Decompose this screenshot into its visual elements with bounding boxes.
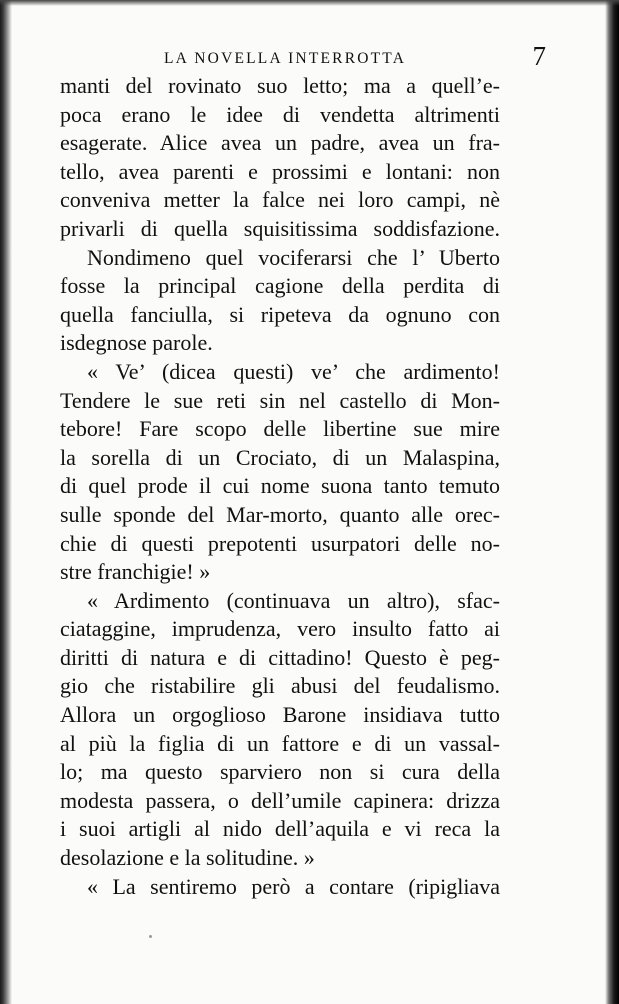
top-page-edge: [0, 0, 619, 6]
paragraph-start-line: « Ve’ (dicea questi) ve’ che ardimento!: [87, 358, 500, 384]
print-speck: [149, 935, 152, 938]
text-line: chie di questi prepotenti usurpatori delle no-: [60, 530, 500, 556]
paragraph-end-line: isdegnose parole.: [60, 330, 213, 356]
text-line: Allora un orgoglioso Barone insidiava tutto: [60, 702, 500, 728]
text-line: fosse la principal cagione della perdita di: [60, 273, 500, 299]
paragraph-end-line: desolazione e la solitudine. »: [60, 845, 315, 871]
text-line: ciataggine, imprudenza, vero insulto fatto ai: [60, 616, 500, 642]
page-number: 7: [532, 41, 546, 71]
text-line: la sorella di un Crociato, di un Malaspina,: [60, 444, 500, 470]
running-title: LA NOVELLA INTERROTTA: [164, 50, 407, 67]
text-line: esagerate. Alice avea un padre, avea un fra-: [60, 130, 500, 156]
left-page-edge: [0, 0, 12, 1004]
text-line: manti del rovinato suo letto; ma a quell’e-: [60, 73, 500, 98]
text-line: lo; ma questo sparviero non si cura della: [60, 759, 500, 785]
text-line: conveniva metter la falce nei loro campi, nè: [60, 187, 500, 213]
text-line: poca erano le idee di vendetta altrimenti: [60, 101, 500, 127]
text-line: diritti di natura e di cittadino! Questo è peg-: [60, 644, 500, 670]
text-line: Tendere le sue reti sin nel castello di Mon-: [60, 387, 500, 413]
text-line: quella fanciulla, si ripeteva da ognuno con: [60, 301, 500, 327]
page-header: [60, 41, 560, 74]
text-line: i suoi artigli al nido dell’aquila e vi reca la: [60, 816, 500, 842]
paragraph-start-line: « Ardimento (continuava un altro), sfac-: [87, 587, 500, 613]
page-body: [60, 72, 500, 901]
text-line: privarli di quella squisitissima soddisfazione.: [60, 215, 500, 241]
paragraph-end-line: stre franchigie! »: [60, 559, 211, 585]
text-line: al più la figlia di un fattore e di un vassal-: [60, 730, 500, 756]
text-line: sulle sponde del Mar-morto, quanto alle orec-: [60, 501, 500, 527]
text-line: modesta passera, o dell’umile capinera: drizza: [60, 787, 500, 813]
paragraph-start-line: « La sentiremo però a contare (ripigliava: [87, 873, 500, 899]
text-line: di quel prode il cui nome suona tanto temuto: [60, 473, 500, 499]
text-line: tebore! Fare scopo delle libertine sue mire: [60, 416, 500, 442]
right-page-edge: [605, 0, 619, 1004]
text-line: gio che ristabilire gli abusi del feudalismo.: [60, 673, 500, 699]
paragraph-start-line: Nondimeno quel vociferarsi che l’ Uberto: [87, 244, 500, 270]
text-line: tello, avea parenti e prossimi e lontani: non: [60, 158, 500, 184]
